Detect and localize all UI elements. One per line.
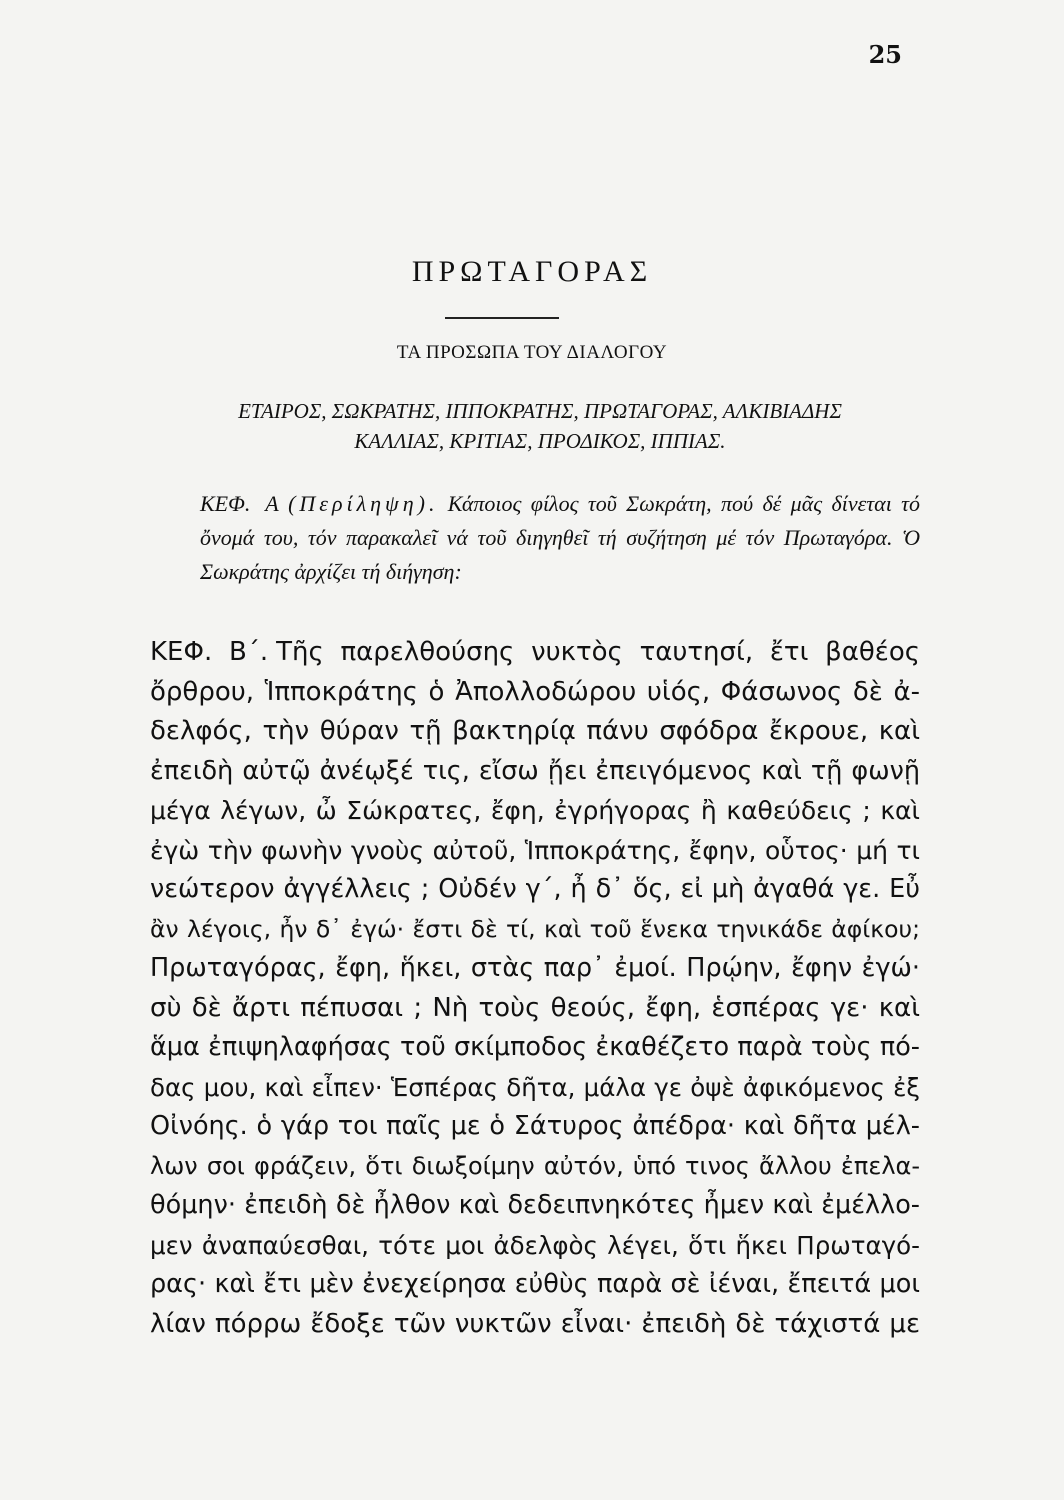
page-title: ΠΡΩΤΑΓΟΡΑΣ: [411, 255, 653, 288]
chapter-b-label: ΚΕΦ. Β΄.: [150, 637, 269, 667]
text-line: Οἰνόης. ὁ γάρ τοι παῖς με ὁ Σάτυρος ἀπέδρα· καὶ δῆτα μέλ-: [150, 1111, 920, 1141]
text-line-content: Τῆς παρελθούσης νυκτὸς ταυτησί, ἔτι βαθέος: [276, 637, 920, 667]
text-line: ὄρθρου, Ἱπποκράτης ὁ Ἀπολλοδώρου υἱός, Φάσωνος δὲ ἀ-: [150, 676, 920, 707]
chapter-a-heading: (Περίληψη).: [288, 491, 439, 516]
chapter-a-text: Κάποιος φίλος τοῦ Σωκράτη, πού δέ μᾶς δίνεται τό ὄνομά του, τόν παρακαλεῖ νά τοῦ διηγηθεῖ τή συζήτηση μέ τόν Πρωταγόρα. Ὁ Σωκράτης ἀρχίζει τή διήγηση:: [200, 491, 921, 584]
text-line: λων σοι φράζειν, ὅτι διωξοίμην αὐτόν, ὑπό τινος ἄλλου ἐπελα-: [150, 1151, 920, 1180]
text-line: μέγα λέγων, ὦ Σώκρατες, ἔφη, ἐγρήγορας ἢ καθεύδεις ; καὶ: [150, 796, 920, 825]
dialogue-persons-heading: ΤΑ ΠΡΟΣΩΠΑ ΤΟΥ ΔΙΑΛΟΓΟΥ: [396, 342, 668, 363]
page-number: 25: [868, 40, 902, 69]
text-line: μεν ἀναπαύεσθαι, τότε μοι ἀδελφὸς λέγει, ὅτι ἥκει Πρωταγό-: [150, 1230, 920, 1260]
text-line: σὺ δὲ ἄρτι πέπυσαι ; Νὴ τοὺς θεούς, ἔφη, ἑσπέρας γε· καὶ: [150, 992, 920, 1023]
persons-line: ΚΑΛΛΙΑΣ, ΚΡΙΤΙΑΣ, ΠΡΟΔΙΚΟΣ, ΙΠΠΙΑΣ.: [354, 429, 726, 453]
text-line: ρας· καὶ ἔτι μὲν ἐνεχείρησα εὐθὺς παρὰ σὲ ἰέναι, ἔπειτά μοι: [150, 1269, 920, 1299]
text-line: ἂν λέγοις, ἦν δ᾿ ἐγώ· ἔστι δὲ τί, καὶ τοῦ ἕνεκα τηνικάδε ἀφίκου;: [150, 914, 920, 943]
text-line: ἅμα ἐπιψηλαφήσας τοῦ σκίμποδος ἐκαθέζετο παρὰ τοὺς πό-: [150, 1032, 920, 1062]
chapter-b-text: [150, 633, 920, 1344]
text-line: νεώτερον ἀγγέλλεις ; Οὐδέν γ΄, ἦ δ᾿ ὅς, εἰ μὴ ἀγαθά γε. Εὖ: [150, 874, 920, 904]
text-line: ἐπειδὴ αὐτῷ ἀνέῳξέ τις, εἴσω ᾔει ἐπειγόμενος καὶ τῇ φωνῇ: [150, 755, 920, 786]
text-line: δελφός, τὴν θύραν τῇ βακτηρίᾳ πάνυ σφόδρα ἔκρουε, καὶ: [150, 716, 920, 746]
text-line: λίαν πόρρω ἔδοξε τῶν νυκτῶν εἶναι· ἐπειδὴ δὲ τάχιστά με: [150, 1308, 920, 1339]
dialogue-persons-list: [130, 396, 950, 456]
text-line: θόμην· ἐπειδὴ δὲ ἦλθον καὶ δεδειπνηκότες ἦμεν καὶ ἐμέλλο-: [150, 1190, 920, 1220]
text-line: [150, 633, 920, 673]
text-line: ἐγὼ τὴν φωνὴν γνοὺς αὐτοῦ, Ἱπποκράτης, ἔφην, οὗτος· μή τι: [150, 835, 920, 865]
title-rule-divider: [445, 317, 559, 319]
text-line: Πρωταγόρας, ἔφη, ἥκει, στὰς παρ᾿ ἐμοί. Πρῴην, ἔφην ἐγώ·: [150, 953, 920, 983]
text-line: δας μου, καὶ εἶπεν· Ἑσπέρας δῆτα, μάλα γε ὀψὲ ἀφικόμενος ἐξ: [150, 1072, 920, 1102]
persons-line: ΕΤΑΙΡΟΣ, ΣΩΚΡΑΤΗΣ, ΙΠΠΟΚΡΑΤΗΣ, ΠΡΩΤΑΓΟΡΑΣ, ΑΛΚΙΒΙΑΔΗΣ: [238, 399, 842, 423]
chapter-a-label: ΚΕΦ. Α: [200, 491, 279, 516]
chapter-a-summary: [200, 487, 920, 589]
